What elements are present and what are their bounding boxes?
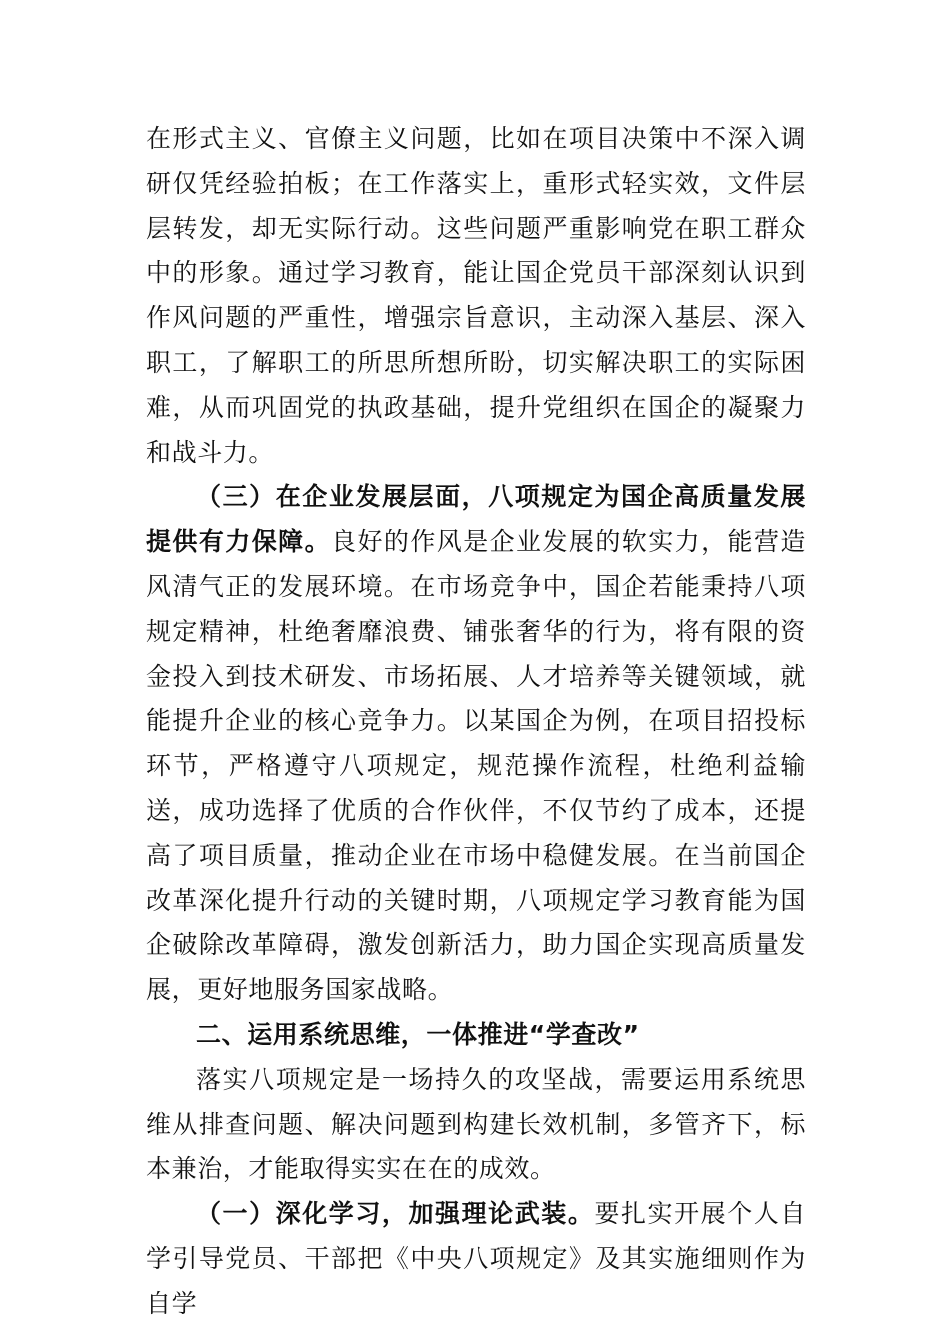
paragraph-deepen-study bbox=[146, 1192, 806, 1326]
paragraph-lead-heading: （三）在企业发展层面，八项规定为国企高质量发展提供有力保障。 bbox=[146, 482, 806, 557]
paragraph-text: 在形式主义、官僚主义问题，比如在项目决策中不深入调研仅凭经验拍板；在工作落实上，重形式轻实效，文件层层转发，却无实际行动。这些问题严重影响党在职工群众中的形象。通过学习教育，能让国企党员干部深刻认识到作风问题的严重性，增强宗旨意识，主动深入基层、深入职工，了解职工的所思所想所盼，切实解决职工的实际困难，从而巩固党的执政基础，提升党组织在国企的凝聚力和战斗力。 bbox=[146, 124, 806, 467]
paragraph-text: 良好的作风是企业发展的软实力，能营造风清气正的发展环境。在市场竞争中，国企若能秉持八项规定精神，杜绝奢靡浪费、铺张奢华的行为，将有限的资金投入到技术研发、市场拓展、人才培养等关键领域，就能提升企业的核心竞争力。以某国企为例，在项目招投标环节，严格遵守八项规定，规范操作流程，杜绝利益输送，成功选择了优质的合作伙伴，不仅节约了成本，还提高了项目质量，推动企业在市场中稳健发展。在当前国企改革深化提升行动的关键时期，八项规定学习教育能为国企破除改革障碍，激发创新活力，助力国企实现高质量发展，更好地服务国家战略。 bbox=[146, 527, 806, 1005]
paragraph-text: 要扎实开展个人自学引导党员、干部把《中央八项规定》及其实施细则作为自学 bbox=[146, 1199, 806, 1318]
paragraph-systematic-thinking bbox=[146, 1058, 806, 1192]
section-heading: 二、运用系统思维，一体推进“学查改” bbox=[196, 1019, 640, 1049]
paragraph-formalism-issues bbox=[146, 117, 806, 475]
paragraph-text: 落实八项规定是一场持久的攻坚战，需要运用系统思维从排查问题、解决问题到构建长效机制，多管齐下，标本兼治，才能取得实实在在的成效。 bbox=[146, 1064, 806, 1184]
paragraph-lead-heading: （一）深化学习，加强理论武装。 bbox=[196, 1199, 595, 1229]
paragraph-enterprise-development bbox=[146, 475, 806, 1013]
document-page bbox=[146, 117, 806, 1327]
